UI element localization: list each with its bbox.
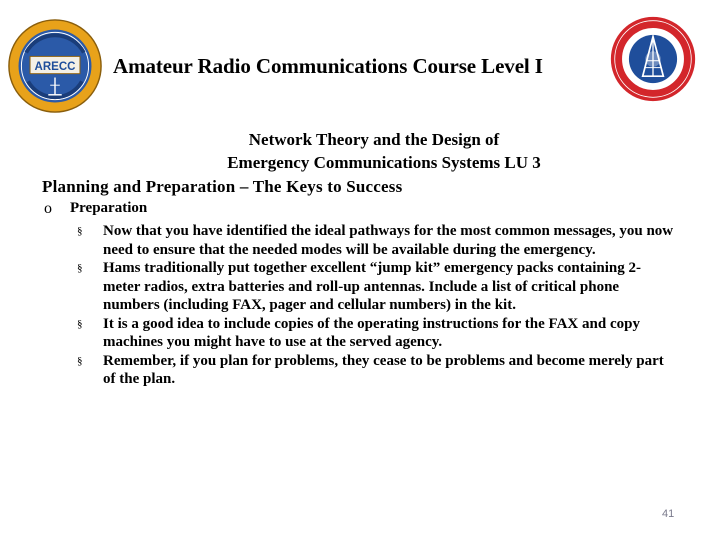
- list-item-text: Remember, if you plan for problems, they cease to be problems and become merely part of the plan.: [103, 352, 664, 387]
- section-bullet: o: [44, 200, 52, 217]
- list-item-bullet: §: [77, 262, 83, 274]
- slide-header: [0, 0, 720, 115]
- arecc-logo-center-text: ARECC: [34, 60, 76, 73]
- section-label: Preparation: [70, 200, 148, 216]
- arecc-logo-icon: [7, 18, 103, 114]
- page-number: 41: [662, 508, 675, 520]
- list-item-text: It is a good idea to include copies of the operating instructions for the FAX and copy machines you might have to use at the served agency.: [103, 315, 640, 350]
- course-title: Amateur Radio Communications Course Level I: [113, 54, 543, 78]
- bullet-list: [77, 222, 677, 389]
- list-item-bullet: §: [77, 354, 83, 367]
- ares-logo-icon: [610, 16, 696, 102]
- slide-title-line-2: Emergency Communications Systems LU 3: [227, 153, 541, 172]
- list-item: [77, 315, 677, 352]
- slide-title-line-1: Network Theory and the Design of: [248, 130, 500, 149]
- list-item: [77, 222, 677, 259]
- list-item: [77, 259, 677, 315]
- list-item-bullet: §: [77, 317, 83, 330]
- list-item-text: Now that you have identified the ideal pathways for the most common messages, you now need to ensure that the needed modes will be available during the emergency.: [103, 223, 674, 258]
- list-item-bullet: §: [77, 225, 83, 237]
- slide-subtitle: Planning and Preparation – The Keys to Success: [42, 177, 403, 196]
- slide-title: [0, 128, 720, 174]
- list-item-text: Hams traditionally put together excellent “jump kit” emergency packs containing 2-meter radios, extra batteries and roll-up antennas. Include a list of critical phone numbers (including FAX, pager and cellular numbers) in the kit.: [103, 260, 642, 313]
- list-item: [77, 352, 677, 389]
